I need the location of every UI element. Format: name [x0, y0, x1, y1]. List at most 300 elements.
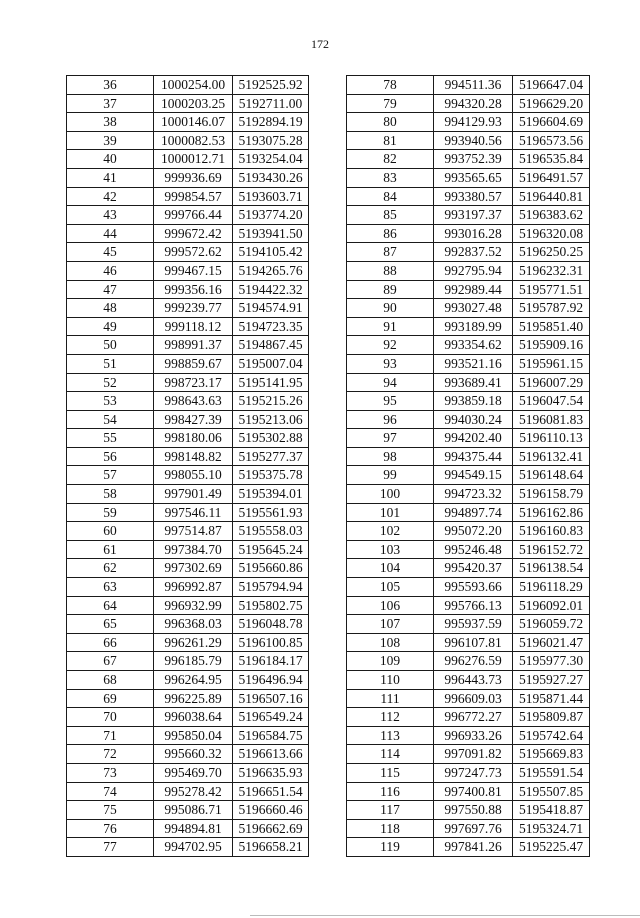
- table-row: [347, 689, 590, 708]
- x-coordinate-cell: 995420.37: [434, 559, 513, 578]
- x-coordinate-cell: 999572.62: [154, 243, 233, 262]
- table-row: [67, 652, 309, 671]
- y-coordinate-cell: 5195213.06: [233, 410, 309, 429]
- y-coordinate-cell: 5194422.32: [233, 280, 309, 299]
- table-row: [347, 522, 590, 541]
- x-coordinate-cell: 992989.44: [434, 280, 513, 299]
- point-number-cell: 102: [347, 522, 434, 541]
- y-coordinate-cell: 5192711.00: [233, 94, 309, 113]
- point-number-cell: 65: [67, 615, 154, 634]
- table-row: [67, 782, 309, 801]
- x-coordinate-cell: 995593.66: [434, 578, 513, 597]
- y-coordinate-cell: 5196048.78: [233, 615, 309, 634]
- x-coordinate-cell: 994702.95: [154, 838, 233, 857]
- x-coordinate-cell: 998427.39: [154, 410, 233, 429]
- x-coordinate-cell: 997550.88: [434, 801, 513, 820]
- table-row: [347, 373, 590, 392]
- y-coordinate-cell: 5196092.01: [513, 596, 590, 615]
- table-row: [67, 615, 309, 634]
- table-row: [67, 261, 309, 280]
- y-coordinate-cell: 5195645.24: [233, 540, 309, 559]
- table-row: [67, 559, 309, 578]
- y-coordinate-cell: 5196496.94: [233, 671, 309, 690]
- point-number-cell: 49: [67, 317, 154, 336]
- table-row: [347, 336, 590, 355]
- coordinates-table-left: [66, 75, 309, 857]
- point-number-cell: 60: [67, 522, 154, 541]
- page-number: 172: [311, 37, 329, 51]
- point-number-cell: 48: [67, 299, 154, 318]
- x-coordinate-cell: 997901.49: [154, 485, 233, 504]
- y-coordinate-cell: 5194105.42: [233, 243, 309, 262]
- point-number-cell: 66: [67, 633, 154, 652]
- y-coordinate-cell: 5195591.54: [513, 763, 590, 782]
- point-number-cell: 105: [347, 578, 434, 597]
- y-coordinate-cell: 5196184.17: [233, 652, 309, 671]
- point-number-cell: 107: [347, 615, 434, 634]
- y-coordinate-cell: 5196549.24: [233, 708, 309, 727]
- table-row: [347, 503, 590, 522]
- x-coordinate-cell: 994511.36: [434, 76, 513, 95]
- x-coordinate-cell: 996368.03: [154, 615, 233, 634]
- x-coordinate-cell: 998180.06: [154, 429, 233, 448]
- table-row: [347, 392, 590, 411]
- point-number-cell: 79: [347, 94, 434, 113]
- point-number-cell: 45: [67, 243, 154, 262]
- table-row: [67, 336, 309, 355]
- table-row: [347, 168, 590, 187]
- x-coordinate-cell: 997302.69: [154, 559, 233, 578]
- table-row: [347, 94, 590, 113]
- x-coordinate-cell: 1000082.53: [154, 131, 233, 150]
- y-coordinate-cell: 5196629.20: [513, 94, 590, 113]
- point-number-cell: 80: [347, 113, 434, 132]
- point-number-cell: 56: [67, 447, 154, 466]
- x-coordinate-cell: 998723.17: [154, 373, 233, 392]
- point-number-cell: 104: [347, 559, 434, 578]
- x-coordinate-cell: 993027.48: [434, 299, 513, 318]
- table-row: [347, 671, 590, 690]
- table-row: [347, 466, 590, 485]
- y-coordinate-cell: 5192525.92: [233, 76, 309, 95]
- point-number-cell: 91: [347, 317, 434, 336]
- table-row: [347, 615, 590, 634]
- y-coordinate-cell: 5195660.86: [233, 559, 309, 578]
- table-row: [67, 745, 309, 764]
- x-coordinate-cell: 993197.37: [434, 206, 513, 225]
- x-coordinate-cell: 996443.73: [434, 671, 513, 690]
- table-row: [67, 689, 309, 708]
- y-coordinate-cell: 5196110.13: [513, 429, 590, 448]
- point-number-cell: 110: [347, 671, 434, 690]
- y-coordinate-cell: 5196535.84: [513, 150, 590, 169]
- x-coordinate-cell: 997247.73: [434, 763, 513, 782]
- x-coordinate-cell: 992795.94: [434, 261, 513, 280]
- y-coordinate-cell: 5195561.93: [233, 503, 309, 522]
- y-coordinate-cell: 5196604.69: [513, 113, 590, 132]
- table-row: [347, 708, 590, 727]
- x-coordinate-cell: 994723.32: [434, 485, 513, 504]
- point-number-cell: 71: [67, 726, 154, 745]
- point-number-cell: 78: [347, 76, 434, 95]
- point-number-cell: 41: [67, 168, 154, 187]
- point-number-cell: 106: [347, 596, 434, 615]
- point-number-cell: 111: [347, 689, 434, 708]
- x-coordinate-cell: 993752.39: [434, 150, 513, 169]
- point-number-cell: 67: [67, 652, 154, 671]
- coordinates-table-right-body: [347, 76, 590, 857]
- y-coordinate-cell: 5196158.79: [513, 485, 590, 504]
- y-coordinate-cell: 5196660.46: [233, 801, 309, 820]
- table-row: [347, 429, 590, 448]
- point-number-cell: 103: [347, 540, 434, 559]
- point-number-cell: 55: [67, 429, 154, 448]
- point-number-cell: 47: [67, 280, 154, 299]
- x-coordinate-cell: 996933.26: [434, 726, 513, 745]
- x-coordinate-cell: 995278.42: [154, 782, 233, 801]
- table-row: [347, 206, 590, 225]
- y-coordinate-cell: 5195225.47: [513, 838, 590, 857]
- x-coordinate-cell: 997841.26: [434, 838, 513, 857]
- table-row: [67, 168, 309, 187]
- x-coordinate-cell: 994129.93: [434, 113, 513, 132]
- table-row: [67, 522, 309, 541]
- y-coordinate-cell: 5196100.85: [233, 633, 309, 652]
- table-row: [347, 354, 590, 373]
- y-coordinate-cell: 5196491.57: [513, 168, 590, 187]
- point-number-cell: 77: [67, 838, 154, 857]
- y-coordinate-cell: 5195794.94: [233, 578, 309, 597]
- x-coordinate-cell: 998148.82: [154, 447, 233, 466]
- x-coordinate-cell: 997514.87: [154, 522, 233, 541]
- table-row: [347, 819, 590, 838]
- table-row: [67, 578, 309, 597]
- table-row: [67, 299, 309, 318]
- y-coordinate-cell: 5196138.54: [513, 559, 590, 578]
- x-coordinate-cell: 993380.57: [434, 187, 513, 206]
- table-row: [67, 763, 309, 782]
- x-coordinate-cell: 998643.63: [154, 392, 233, 411]
- y-coordinate-cell: 5194723.35: [233, 317, 309, 336]
- point-number-cell: 64: [67, 596, 154, 615]
- table-row: [347, 224, 590, 243]
- point-number-cell: 83: [347, 168, 434, 187]
- point-number-cell: 74: [67, 782, 154, 801]
- table-row: [347, 485, 590, 504]
- coordinates-table-right: [346, 75, 590, 857]
- point-number-cell: 44: [67, 224, 154, 243]
- x-coordinate-cell: 1000146.07: [154, 113, 233, 132]
- point-number-cell: 59: [67, 503, 154, 522]
- point-number-cell: 89: [347, 280, 434, 299]
- table-row: [67, 447, 309, 466]
- point-number-cell: 118: [347, 819, 434, 838]
- y-coordinate-cell: 5195802.75: [233, 596, 309, 615]
- table-row: [67, 280, 309, 299]
- point-number-cell: 72: [67, 745, 154, 764]
- x-coordinate-cell: 994549.15: [434, 466, 513, 485]
- point-number-cell: 75: [67, 801, 154, 820]
- table-row: [347, 652, 590, 671]
- x-coordinate-cell: 995766.13: [434, 596, 513, 615]
- table-row: [347, 410, 590, 429]
- x-coordinate-cell: 994894.81: [154, 819, 233, 838]
- x-coordinate-cell: 996609.03: [434, 689, 513, 708]
- x-coordinate-cell: 996276.59: [434, 652, 513, 671]
- table-row: [67, 819, 309, 838]
- point-number-cell: 82: [347, 150, 434, 169]
- y-coordinate-cell: 5196118.29: [513, 578, 590, 597]
- x-coordinate-cell: 995469.70: [154, 763, 233, 782]
- y-coordinate-cell: 5195851.40: [513, 317, 590, 336]
- y-coordinate-cell: 5196059.72: [513, 615, 590, 634]
- table-row: [67, 392, 309, 411]
- y-coordinate-cell: 5195215.26: [233, 392, 309, 411]
- y-coordinate-cell: 5196160.83: [513, 522, 590, 541]
- table-row: [67, 838, 309, 857]
- table-row: [347, 447, 590, 466]
- y-coordinate-cell: 5196232.31: [513, 261, 590, 280]
- y-coordinate-cell: 5196613.66: [233, 745, 309, 764]
- point-number-cell: 51: [67, 354, 154, 373]
- y-coordinate-cell: 5196658.21: [233, 838, 309, 857]
- point-number-cell: 76: [67, 819, 154, 838]
- point-number-cell: 62: [67, 559, 154, 578]
- y-coordinate-cell: 5192894.19: [233, 113, 309, 132]
- point-number-cell: 42: [67, 187, 154, 206]
- x-coordinate-cell: 1000203.25: [154, 94, 233, 113]
- y-coordinate-cell: 5195558.03: [233, 522, 309, 541]
- y-coordinate-cell: 5195141.95: [233, 373, 309, 392]
- y-coordinate-cell: 5193603.71: [233, 187, 309, 206]
- table-row: [347, 131, 590, 150]
- x-coordinate-cell: 993354.62: [434, 336, 513, 355]
- y-coordinate-cell: 5196021.47: [513, 633, 590, 652]
- table-row: [67, 150, 309, 169]
- point-number-cell: 113: [347, 726, 434, 745]
- y-coordinate-cell: 5196162.86: [513, 503, 590, 522]
- table-row: [347, 150, 590, 169]
- table-row: [67, 708, 309, 727]
- coordinates-table-left-body: [67, 76, 309, 857]
- x-coordinate-cell: 999672.42: [154, 224, 233, 243]
- y-coordinate-cell: 5195927.27: [513, 671, 590, 690]
- table-row: [347, 596, 590, 615]
- y-coordinate-cell: 5196007.29: [513, 373, 590, 392]
- x-coordinate-cell: 999467.15: [154, 261, 233, 280]
- y-coordinate-cell: 5196250.25: [513, 243, 590, 262]
- point-number-cell: 70: [67, 708, 154, 727]
- point-number-cell: 116: [347, 782, 434, 801]
- x-coordinate-cell: 995072.20: [434, 522, 513, 541]
- point-number-cell: 38: [67, 113, 154, 132]
- x-coordinate-cell: 997546.11: [154, 503, 233, 522]
- point-number-cell: 57: [67, 466, 154, 485]
- x-coordinate-cell: 995937.59: [434, 615, 513, 634]
- x-coordinate-cell: 994202.40: [434, 429, 513, 448]
- x-coordinate-cell: 996261.29: [154, 633, 233, 652]
- table-row: [67, 373, 309, 392]
- x-coordinate-cell: 995246.48: [434, 540, 513, 559]
- x-coordinate-cell: 994897.74: [434, 503, 513, 522]
- table-row: [67, 94, 309, 113]
- x-coordinate-cell: 993189.99: [434, 317, 513, 336]
- x-coordinate-cell: 996185.79: [154, 652, 233, 671]
- point-number-cell: 61: [67, 540, 154, 559]
- y-coordinate-cell: 5196507.16: [233, 689, 309, 708]
- x-coordinate-cell: 993689.41: [434, 373, 513, 392]
- point-number-cell: 100: [347, 485, 434, 504]
- table-row: [67, 243, 309, 262]
- y-coordinate-cell: 5196584.75: [233, 726, 309, 745]
- x-coordinate-cell: 996264.95: [154, 671, 233, 690]
- point-number-cell: 90: [347, 299, 434, 318]
- table-row: [67, 76, 309, 95]
- point-number-cell: 52: [67, 373, 154, 392]
- x-coordinate-cell: 994375.44: [434, 447, 513, 466]
- y-coordinate-cell: 5195007.04: [233, 354, 309, 373]
- y-coordinate-cell: 5196148.64: [513, 466, 590, 485]
- table-row: [347, 745, 590, 764]
- table-row: [67, 671, 309, 690]
- x-coordinate-cell: 996107.81: [434, 633, 513, 652]
- point-number-cell: 69: [67, 689, 154, 708]
- y-coordinate-cell: 5195909.16: [513, 336, 590, 355]
- y-coordinate-cell: 5195418.87: [513, 801, 590, 820]
- point-number-cell: 96: [347, 410, 434, 429]
- x-coordinate-cell: 996772.27: [434, 708, 513, 727]
- x-coordinate-cell: 994030.24: [434, 410, 513, 429]
- point-number-cell: 101: [347, 503, 434, 522]
- x-coordinate-cell: 995660.32: [154, 745, 233, 764]
- point-number-cell: 68: [67, 671, 154, 690]
- point-number-cell: 50: [67, 336, 154, 355]
- table-row: [347, 187, 590, 206]
- point-number-cell: 81: [347, 131, 434, 150]
- table-row: [67, 354, 309, 373]
- scan-edge-line: [250, 915, 640, 916]
- x-coordinate-cell: 993521.16: [434, 354, 513, 373]
- y-coordinate-cell: 5196440.81: [513, 187, 590, 206]
- y-coordinate-cell: 5196152.72: [513, 540, 590, 559]
- x-coordinate-cell: 994320.28: [434, 94, 513, 113]
- x-coordinate-cell: 998991.37: [154, 336, 233, 355]
- table-row: [347, 633, 590, 652]
- table-row: [67, 726, 309, 745]
- table-row: [67, 596, 309, 615]
- y-coordinate-cell: 5193254.04: [233, 150, 309, 169]
- y-coordinate-cell: 5196651.54: [233, 782, 309, 801]
- y-coordinate-cell: 5196635.93: [233, 763, 309, 782]
- x-coordinate-cell: 999356.16: [154, 280, 233, 299]
- x-coordinate-cell: 999239.77: [154, 299, 233, 318]
- x-coordinate-cell: 992837.52: [434, 243, 513, 262]
- y-coordinate-cell: 5195809.87: [513, 708, 590, 727]
- y-coordinate-cell: 5193774.20: [233, 206, 309, 225]
- x-coordinate-cell: 1000012.71: [154, 150, 233, 169]
- table-row: [347, 299, 590, 318]
- table-row: [347, 76, 590, 95]
- table-row: [347, 782, 590, 801]
- y-coordinate-cell: 5195375.78: [233, 466, 309, 485]
- table-row: [67, 113, 309, 132]
- table-row: [347, 113, 590, 132]
- table-row: [67, 224, 309, 243]
- x-coordinate-cell: 995850.04: [154, 726, 233, 745]
- x-coordinate-cell: 993859.18: [434, 392, 513, 411]
- x-coordinate-cell: 996992.87: [154, 578, 233, 597]
- table-row: [67, 131, 309, 150]
- point-number-cell: 112: [347, 708, 434, 727]
- point-number-cell: 87: [347, 243, 434, 262]
- table-row: [347, 261, 590, 280]
- table-row: [347, 801, 590, 820]
- table-row: [67, 540, 309, 559]
- y-coordinate-cell: 5196383.62: [513, 206, 590, 225]
- y-coordinate-cell: 5193430.26: [233, 168, 309, 187]
- y-coordinate-cell: 5196647.04: [513, 76, 590, 95]
- y-coordinate-cell: 5194265.76: [233, 261, 309, 280]
- point-number-cell: 58: [67, 485, 154, 504]
- point-number-cell: 97: [347, 429, 434, 448]
- point-number-cell: 108: [347, 633, 434, 652]
- point-number-cell: 98: [347, 447, 434, 466]
- y-coordinate-cell: 5195787.92: [513, 299, 590, 318]
- point-number-cell: 84: [347, 187, 434, 206]
- table-row: [67, 466, 309, 485]
- point-number-cell: 43: [67, 206, 154, 225]
- x-coordinate-cell: 993016.28: [434, 224, 513, 243]
- x-coordinate-cell: 995086.71: [154, 801, 233, 820]
- point-number-cell: 114: [347, 745, 434, 764]
- y-coordinate-cell: 5195507.85: [513, 782, 590, 801]
- table-row: [347, 838, 590, 857]
- y-coordinate-cell: 5195742.64: [513, 726, 590, 745]
- point-number-cell: 119: [347, 838, 434, 857]
- point-number-cell: 53: [67, 392, 154, 411]
- x-coordinate-cell: 998859.67: [154, 354, 233, 373]
- table-row: [67, 429, 309, 448]
- point-number-cell: 115: [347, 763, 434, 782]
- point-number-cell: 73: [67, 763, 154, 782]
- table-row: [347, 317, 590, 336]
- table-row: [347, 540, 590, 559]
- point-number-cell: 37: [67, 94, 154, 113]
- table-row: [67, 206, 309, 225]
- point-number-cell: 95: [347, 392, 434, 411]
- table-row: [347, 243, 590, 262]
- y-coordinate-cell: 5196132.41: [513, 447, 590, 466]
- table-row: [347, 280, 590, 299]
- x-coordinate-cell: 993940.56: [434, 131, 513, 150]
- point-number-cell: 109: [347, 652, 434, 671]
- table-row: [67, 187, 309, 206]
- y-coordinate-cell: 5195771.51: [513, 280, 590, 299]
- x-coordinate-cell: 997400.81: [434, 782, 513, 801]
- x-coordinate-cell: 999854.57: [154, 187, 233, 206]
- y-coordinate-cell: 5193075.28: [233, 131, 309, 150]
- point-number-cell: 40: [67, 150, 154, 169]
- y-coordinate-cell: 5196047.54: [513, 392, 590, 411]
- table-row: [347, 763, 590, 782]
- y-coordinate-cell: 5196662.69: [233, 819, 309, 838]
- table-row: [347, 726, 590, 745]
- x-coordinate-cell: 996932.99: [154, 596, 233, 615]
- point-number-cell: 117: [347, 801, 434, 820]
- point-number-cell: 93: [347, 354, 434, 373]
- table-row: [67, 801, 309, 820]
- x-coordinate-cell: 1000254.00: [154, 76, 233, 95]
